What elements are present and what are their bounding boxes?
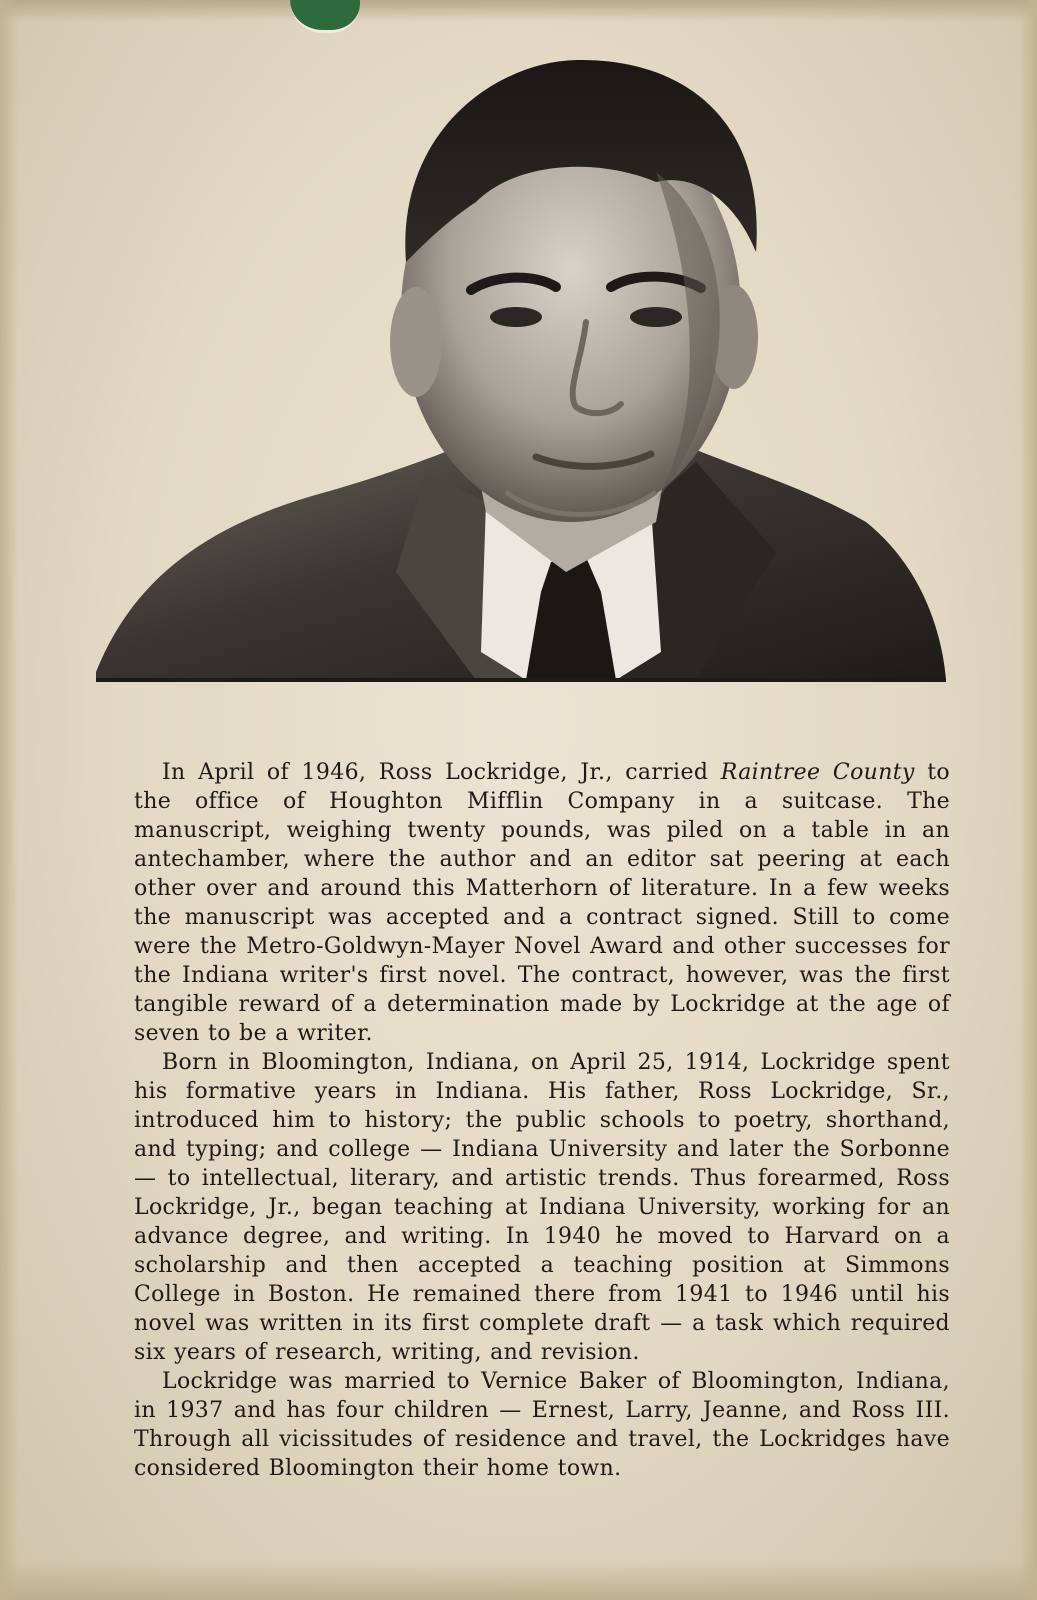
bio-paragraph-2: Born in Bloomington, Indiana, on April 25, 1914, Lockridge spent his formative years in Indiana. His father, Ross Lockridge, Sr., introduced him to history; the public schools to poetry, shorthand, and typing; and college — Indiana University and later the Sorbonne — to intellectual, literary, and artistic trends. Thus forearmed, Ross Lockridge, Jr., began teaching at Indiana University, working for an advance degree, and writing. In 1940 he moved to Harvard on a scholarship and then accepted a teaching position at Simmons College in Boston. He remained there from 1941 to 1946 until his novel was written in its first complete draft — a task which required six years of research, writing, and revision. [134, 1050, 950, 1365]
author-portrait-image [96, 52, 946, 692]
bio-paragraph-1-intro: In April of 1946, Ross Lockridge, Jr., carried [162, 760, 721, 785]
torn-corner-cloth [290, 0, 360, 33]
worn-top-edge [0, 0, 1037, 22]
author-biography [134, 758, 950, 1483]
worn-bottom-edge [0, 1560, 1037, 1600]
bio-paragraph-1-body: to the office of Houghton Mifflin Company in a suitcase. The manuscript, weighing twenty pounds, was piled on a table in an antechamber, where the author and an editor sat peering at each other over and around this Matterhorn of literature. In a few weeks the manuscript was accepted and a contract signed. Still to come were the Metro-Goldwyn-Mayer Novel Award and other successes for the Indiana writer's first novel. The contract, however, was the first tangible reward of a determination made by Lockridge at the age of seven to be a writer. [134, 760, 950, 1046]
worn-right-edge [1019, 0, 1037, 1600]
book-title: Raintree County [720, 760, 915, 785]
worn-left-edge [0, 0, 18, 1600]
bio-paragraph-1 [134, 758, 950, 1048]
author-portrait [96, 52, 946, 692]
bio-paragraph-3: Lockridge was married to Vernice Baker of Bloomington, Indiana, in 1937 and has four children — Ernest, Larry, Jeanne, and Ross III. Through all vicissitudes of residence and travel, the Lockridges have considered Bloomington their home town. [134, 1369, 950, 1481]
